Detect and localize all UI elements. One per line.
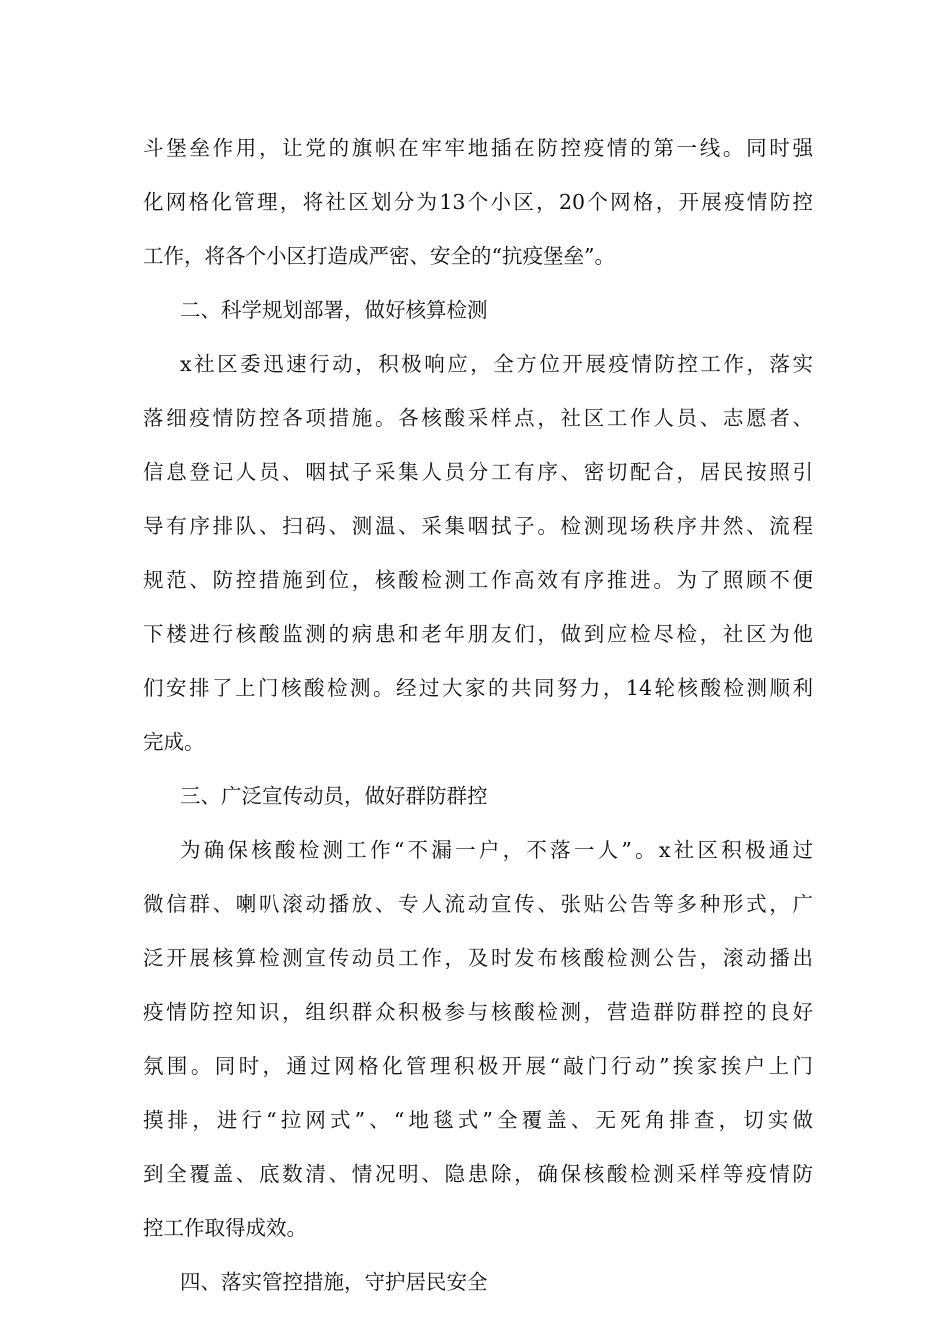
paragraph-line: 们安排了上门核酸检测。经过大家的共同努力，14轮核酸检测顺利 xyxy=(143,676,813,700)
paragraph-line: 摸排，进行“拉网式”、“地毯式”全覆盖、无死角排查，切实做 xyxy=(143,1108,813,1132)
paragraph-line: 导有序排队、扫码、测温、采集咽拭子。检测现场秩序井然、流程 xyxy=(143,514,813,538)
paragraph-line: 为确保核酸检测工作“不漏一户，不落一人”。x社区积极通过 xyxy=(180,838,813,862)
paragraph-line: 微信群、喇叭滚动播放、专人流动宣传、张贴公告等多种形式，广 xyxy=(143,892,813,916)
paragraph-line: 信息登记人员、咽拭子采集人员分工有序、密切配合，居民按照引 xyxy=(143,460,813,484)
paragraph-line: 工作，将各个小区打造成严密、安全的“抗疫堡垒”。 xyxy=(143,244,615,268)
document-body xyxy=(143,128,813,1316)
paragraph-line: 规范、防控措施到位，核酸检测工作高效有序推进。为了照顾不便 xyxy=(143,568,813,592)
paragraph-line: 完成。 xyxy=(143,730,205,754)
paragraph-line: 控工作取得成效。 xyxy=(143,1216,307,1240)
paragraph-line: 斗堡垒作用，让党的旗帜在牢牢地插在防控疫情的第一线。同时强 xyxy=(143,136,813,160)
paragraph-line: 到全覆盖、底数清、情况明、隐患除，确保核酸检测采样等疫情防 xyxy=(143,1162,813,1186)
paragraph-line: 氛围。同时，通过网格化管理积极开展“敲门行动”挨家挨户上门 xyxy=(143,1054,813,1078)
paragraph-line: 泛开展核算检测宣传动员工作，及时发布核酸检测公告，滚动播出 xyxy=(143,946,813,970)
paragraph-line: x社区委迅速行动，积极响应，全方位开展疫情防控工作，落实 xyxy=(180,352,813,376)
paragraph-line: 下楼进行核酸监测的病患和老年朋友们，做到应检尽检，社区为他 xyxy=(143,622,813,646)
paragraph-line: 化网格化管理，将社区划分为13个小区，20个网格，开展疫情防控 xyxy=(143,190,813,214)
section-heading-3: 三、广泛宣传动员，做好群防群控 xyxy=(180,784,488,808)
section-heading-4: 四、落实管控措施，守护居民安全 xyxy=(180,1270,488,1294)
paragraph-line: 落细疫情防控各项措施。各核酸采样点，社区工作人员、志愿者、 xyxy=(143,406,813,430)
section-heading-2: 二、科学规划部署，做好核算检测 xyxy=(180,298,488,322)
paragraph-line: 疫情防控知识，组织群众积极参与核酸检测，营造群防群控的良好 xyxy=(143,1000,813,1024)
